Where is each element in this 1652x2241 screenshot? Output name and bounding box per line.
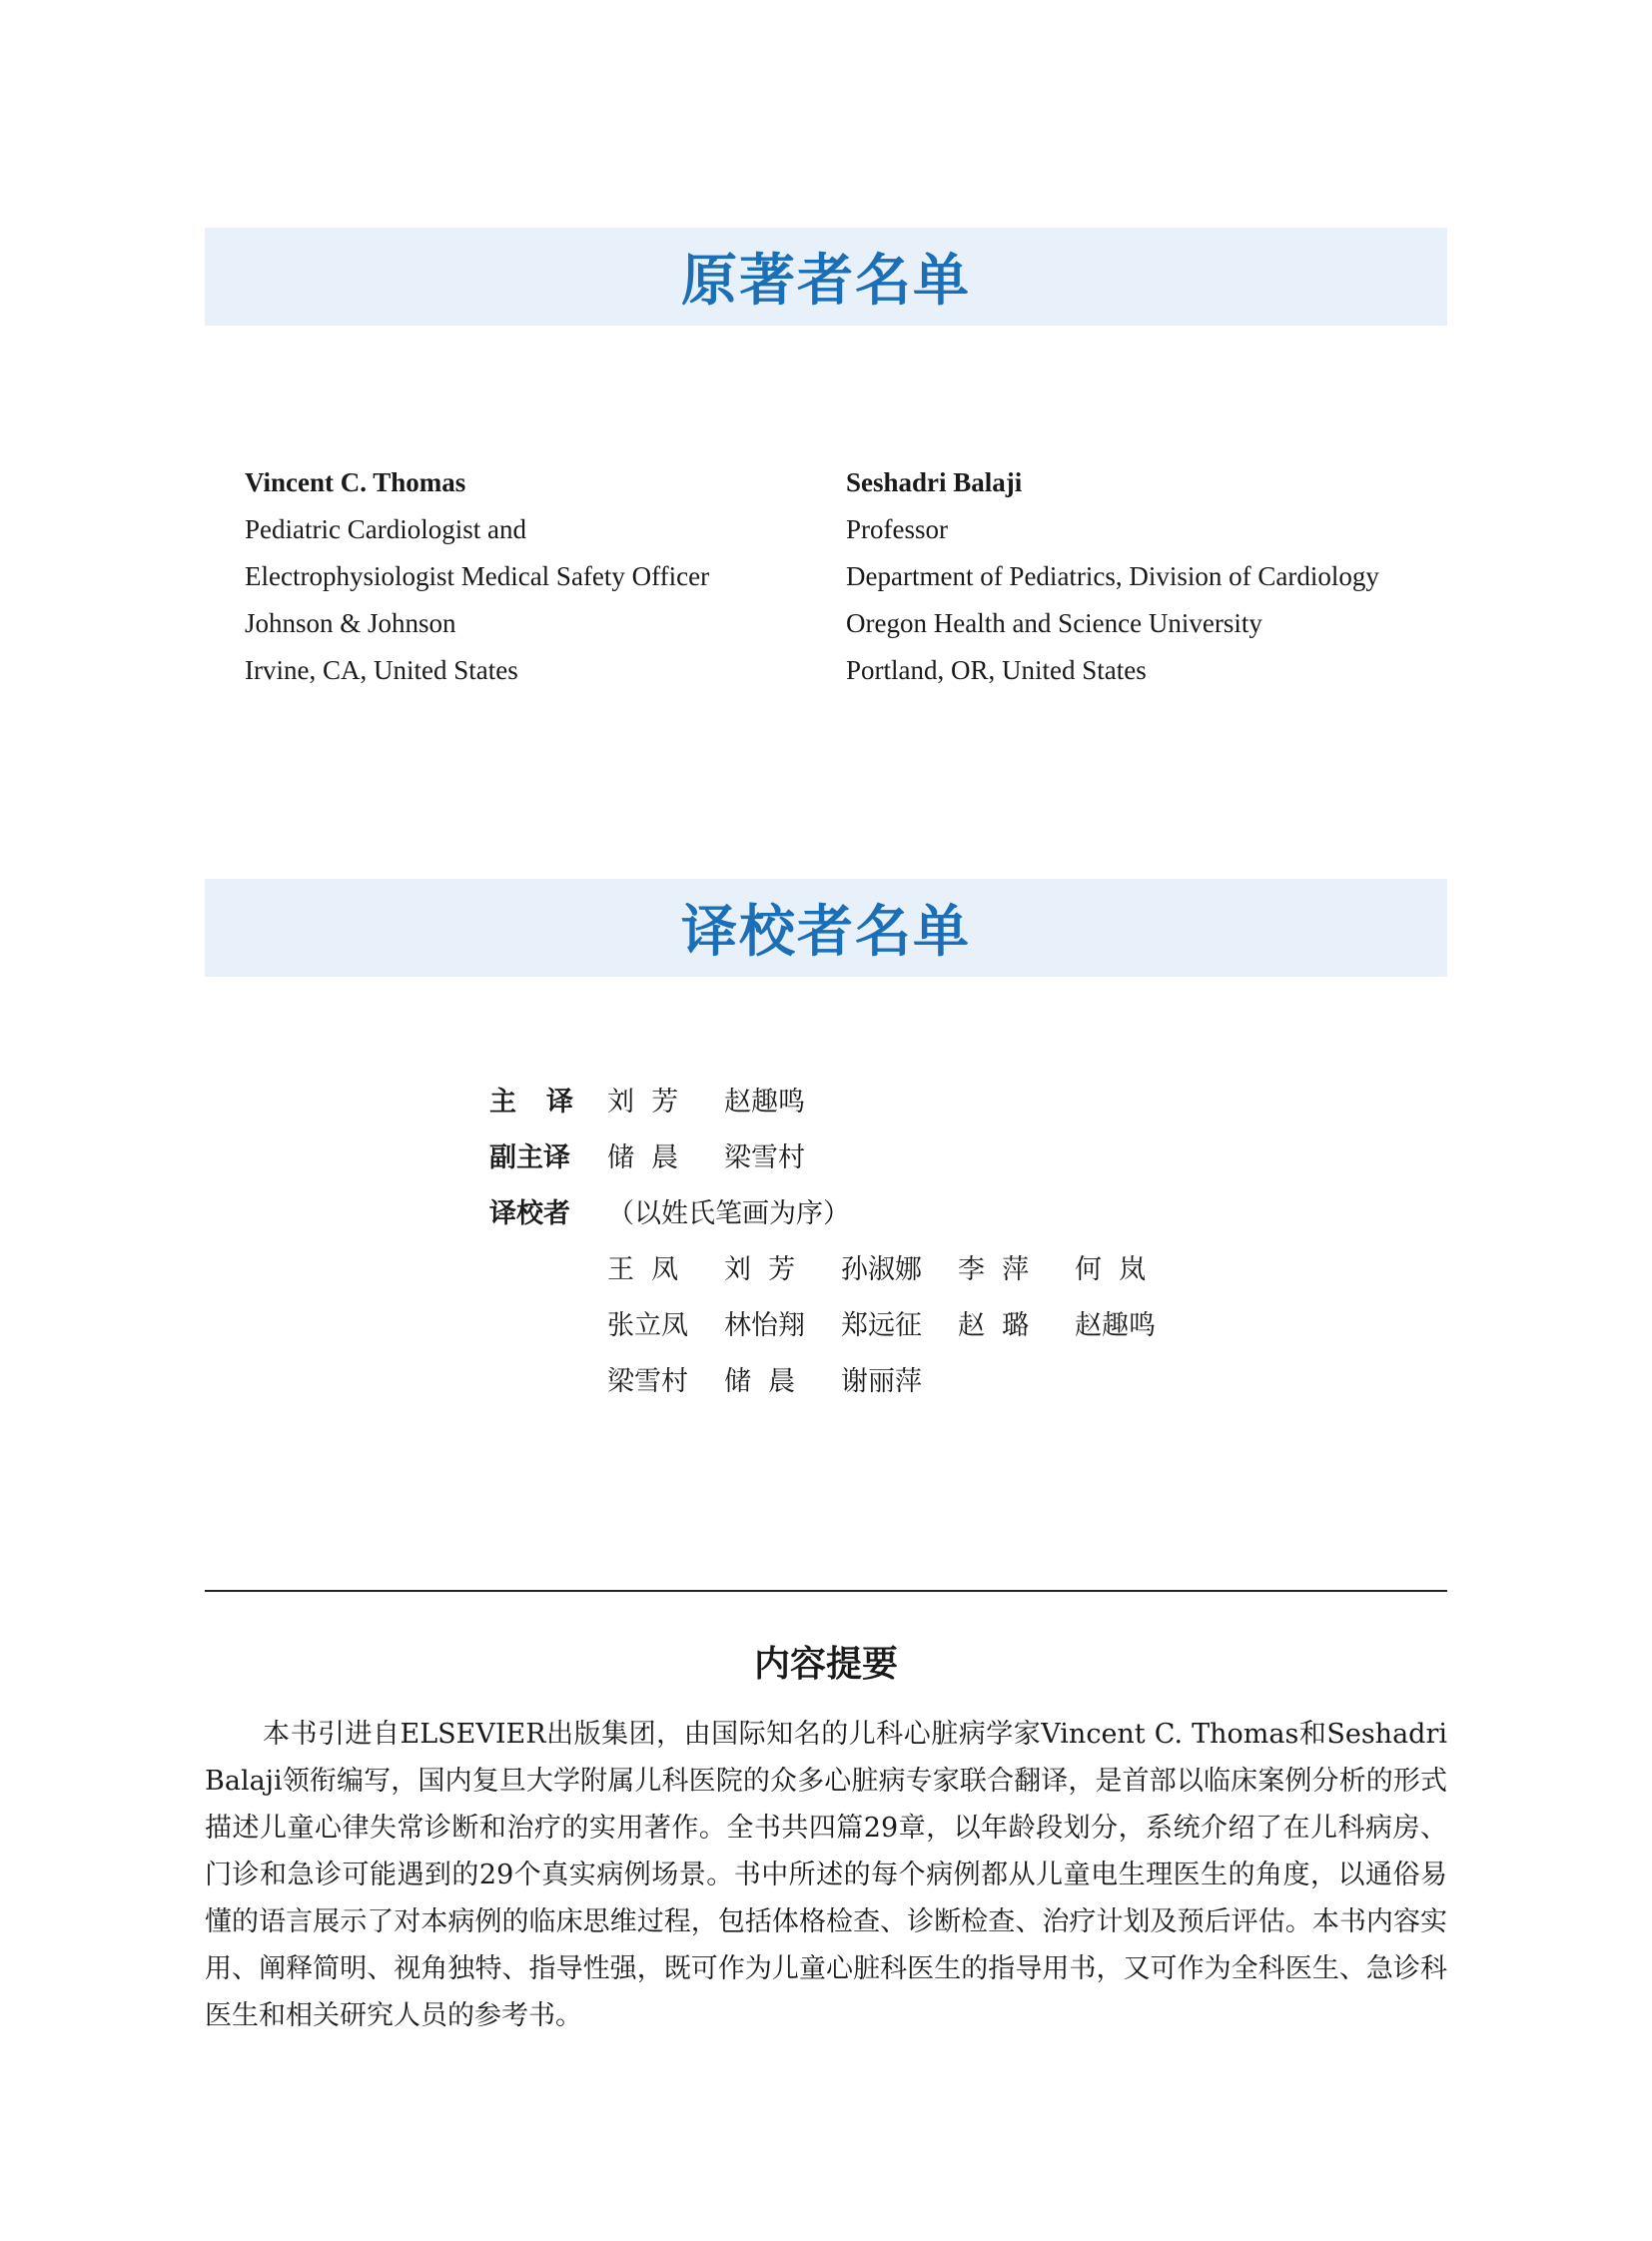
- reviewers-names-row: [489, 1238, 1192, 1294]
- chief-translators-row: [489, 1071, 1192, 1126]
- author-affiliation-line: Oregon Health and Science University: [846, 608, 1262, 638]
- reviewer-name: 赵 璐: [958, 1309, 1030, 1341]
- reviewer-name: 张立凤: [607, 1309, 688, 1341]
- author-affiliation-line: Department of Pediatrics, Division of Cardiology: [846, 561, 1379, 591]
- reviewer-name: 何 岚: [1075, 1253, 1147, 1285]
- reviewer-name: 赵趣鸣: [1075, 1309, 1156, 1341]
- section-divider: [205, 1590, 1447, 1592]
- reviewer-name: 林怡翔: [724, 1309, 805, 1341]
- reviewer-name: 刘 芳: [724, 1253, 796, 1285]
- author-affiliation-line: Electrophysiologist Medical Safety Officer: [245, 561, 710, 591]
- author-affiliation-line: Johnson & Johnson: [245, 608, 456, 638]
- summary-title: 内容提要: [753, 1643, 898, 1685]
- reviewer-name: 梁雪村: [607, 1365, 688, 1397]
- reviewers-label: 译校者: [489, 1197, 570, 1229]
- deputy-translators-row: [489, 1126, 1192, 1182]
- reviewers-names-row: [489, 1350, 1192, 1406]
- chief-translators-label: 主译: [489, 1086, 603, 1118]
- translator-name: 刘 芳: [607, 1086, 679, 1118]
- author-entry-thomas: [245, 459, 709, 694]
- reviewer-name: 郑远征: [841, 1309, 922, 1341]
- reviewer-name: 储 晨: [724, 1365, 796, 1397]
- translator-name: 梁雪村: [724, 1141, 805, 1173]
- authors-section-title: 原著者名单: [681, 248, 971, 314]
- translator-name: 赵趣鸣: [724, 1086, 805, 1118]
- translator-name: 储 晨: [607, 1141, 679, 1173]
- authors-section-banner: [205, 228, 1447, 326]
- reviewer-name: 谢丽萍: [841, 1365, 922, 1397]
- reviewer-name: 孙淑娜: [841, 1253, 922, 1285]
- author-affiliation-line: Pediatric Cardiologist and: [245, 514, 526, 544]
- translators-section-banner: [205, 879, 1447, 977]
- author-affiliation-line: Professor: [846, 514, 948, 544]
- reviewers-order-note: （以姓氏笔画为序）: [607, 1197, 850, 1229]
- author-affiliation-line: Irvine, CA, United States: [245, 655, 518, 685]
- reviewer-name: 李 萍: [958, 1253, 1030, 1285]
- translators-section-title: 译校者名单: [681, 899, 971, 965]
- author-entry-balaji: [846, 459, 1379, 694]
- translators-list: [489, 1071, 1192, 1406]
- deputy-translators-label: 副主译: [489, 1141, 570, 1173]
- reviewers-names-row: [489, 1294, 1192, 1350]
- reviewers-row: [489, 1182, 1192, 1238]
- reviewer-name: 王 凤: [607, 1253, 679, 1285]
- author-affiliation-line: Portland, OR, United States: [846, 655, 1147, 685]
- summary-body: 本书引进自ELSEVIER出版集团，由国际知名的儿科心脏病学家Vincent C. Thomas和Seshadri Balaji领衔编写，国内复旦大学附属儿科医院的众多心脏病专家联合翻译，是首部以临床案例分析的形式描述儿童心律失常诊断和治疗的实用著作。全书共四篇29章，以年龄段划分，系统介绍了在儿科病房、门诊和急诊可能遇到的29个真实病例场景。书中所述的每个病例都从儿童电生理医生的角度，以通俗易懂的语言展示了对本病例的临床思维过程，包括体格检查、诊断检查、治疗计划及预后评估。本书内容实用、阐释简明、视角独特、指导性强，既可作为儿童心脏科医生的指导用书，又可作为全科医生、急诊科医生和相关研究人员的参考书。: [205, 1719, 1447, 2031]
- author-name: Seshadri Balaji: [846, 467, 1023, 497]
- author-name: Vincent C. Thomas: [245, 467, 466, 497]
